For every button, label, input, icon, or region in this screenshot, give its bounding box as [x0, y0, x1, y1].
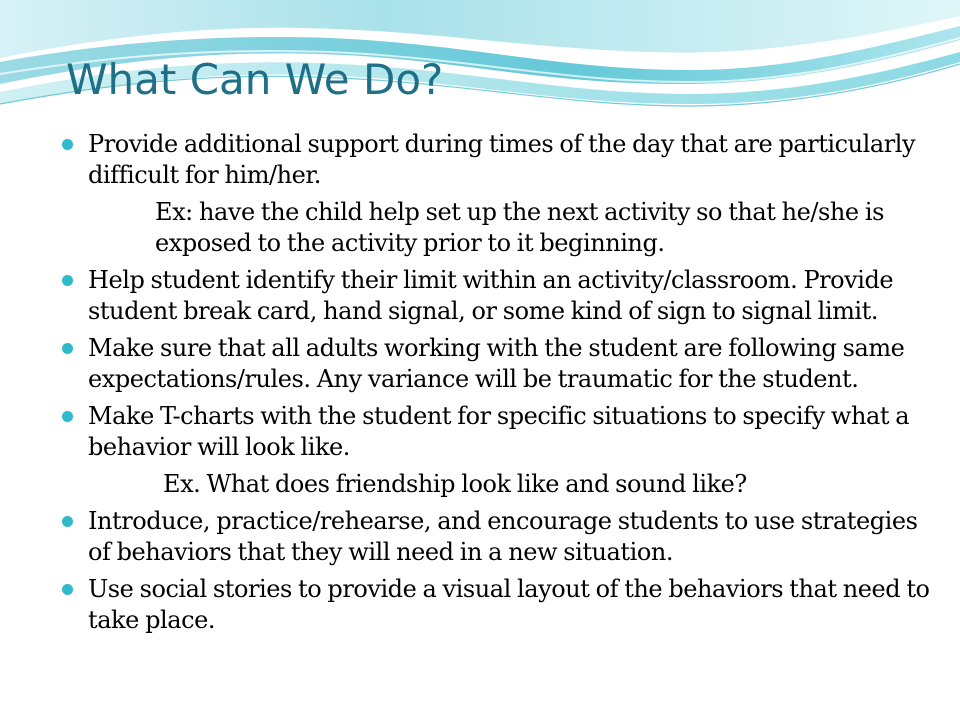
bullet-text: Introduce, practice/rehearse, and encourage students to use strategies of behaviors that they will need in a new situation.	[88, 507, 918, 566]
bullet-dot-icon	[62, 275, 73, 286]
slide-title: What Can We Do?	[66, 55, 444, 104]
bullet-item	[62, 401, 932, 463]
bullet-item	[62, 574, 932, 636]
bullet-item	[62, 506, 932, 568]
bullet-dot-icon	[62, 411, 73, 422]
bullet-text: Use social stories to provide a visual layout of the behaviors that need to take place.	[88, 575, 930, 634]
example-line	[62, 197, 932, 259]
example-line	[62, 469, 932, 500]
bullet-text: Make sure that all adults working with the student are following same expectations/rules. Any variance will be traumatic for the student.	[88, 334, 905, 393]
example-text: Ex. What does friendship look like and sound like?	[163, 470, 747, 498]
example-text: Ex: have the child help set up the next activity so that he/she is exposed to the activity prior to it beginning.	[155, 198, 884, 257]
bullet-text: Make T-charts with the student for specific situations to specify what a behavior will look like.	[88, 402, 910, 461]
bullet-item	[62, 333, 932, 395]
bullet-dot-icon	[62, 139, 73, 150]
content-list	[62, 129, 932, 636]
bullet-text: Provide additional support during times of the day that are particularly difficult for him/her.	[88, 130, 916, 189]
bullet-text: Help student identify their limit within an activity/classroom. Provide student break card, hand signal, or some kind of sign to signal limit.	[88, 266, 894, 325]
bullet-item	[62, 129, 932, 191]
bullet-item	[62, 265, 932, 327]
bullet-dot-icon	[62, 584, 73, 595]
bullet-dot-icon	[62, 343, 73, 354]
bullet-dot-icon	[62, 516, 73, 527]
